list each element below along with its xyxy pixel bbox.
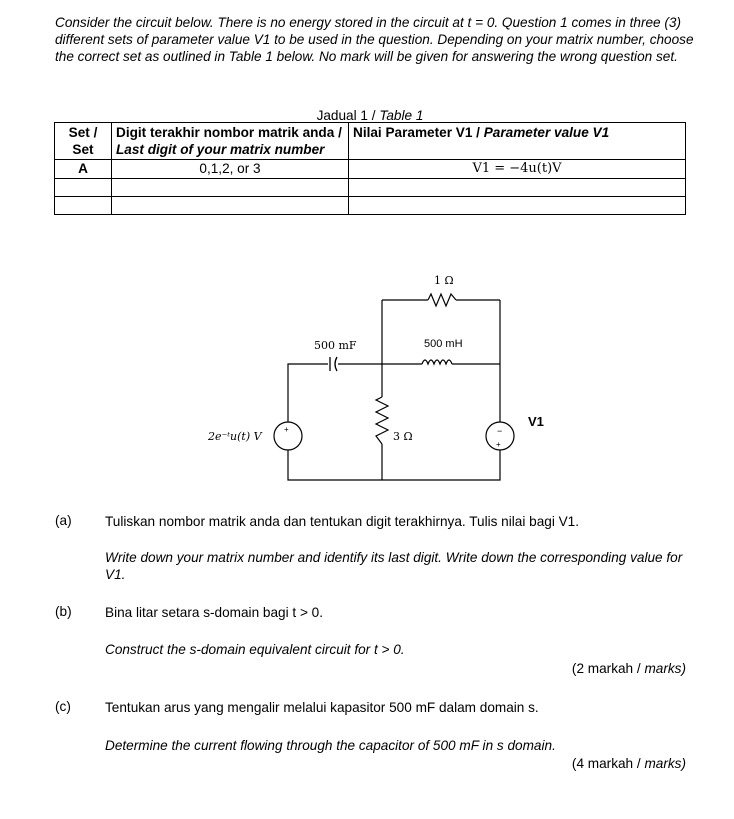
label-inductor: 500 mH (424, 338, 463, 350)
table-row-obscured (55, 179, 686, 197)
resistor-3ohm (376, 397, 388, 444)
question-a-ms: Tuliskan nombor matrik anda dan tentukan digit terakhirnya. Tulis nilai bagi V1. (105, 514, 580, 529)
table-header-row (55, 123, 686, 160)
question-b-label: (b) (55, 604, 72, 619)
cell-digits: 0,1,2, or 3 (112, 160, 349, 179)
intro-paragraph: Consider the circuit below. There is no energy stored in the circuit at t = 0. Question 1 comes in three (3) different sets of parameter value V1 to be used in the question. Depending on your matrix number, choose the correct set as outlined in Table 1 below. No mark will be given for answering the wrong question set. (55, 15, 694, 64)
question-b-marks: (2 markah / marks) (571, 661, 686, 676)
header-digit: Digit terakhir nombor matrik anda / Last digit of your matrix number (112, 123, 349, 160)
table-caption-ms: Jadual 1 / (316, 108, 376, 123)
question-c-label: (c) (55, 699, 71, 714)
cell-set: A (55, 160, 112, 179)
label-source-v1: V1 (528, 414, 544, 429)
cell-value: V1 = −4u(t)V (349, 160, 686, 179)
question-c-en: Determine the current flowing through the capacitor of 500 mF in s domain. (105, 738, 556, 753)
question-c-marks: (4 markah / marks) (571, 756, 686, 771)
label-r-mid: 3 Ω (393, 430, 413, 443)
capacitor (328, 357, 338, 371)
parameter-table (54, 122, 686, 215)
inductor (382, 356, 500, 370)
label-capacitor: 500 mF (314, 339, 357, 352)
question-a-label: (a) (55, 513, 72, 528)
question-a-en: Write down your matrix number and identify its last digit. Write down the corresponding value for V1. (105, 550, 683, 582)
label-r-top: 1 Ω (434, 274, 454, 287)
plus-sign-right: + (496, 440, 501, 449)
question-b-en: Construct the s-domain equivalent circuit for t > 0. (105, 642, 405, 657)
label-source-left: 2e⁻ᵗu(t) V (208, 430, 262, 443)
table-row-obscured (55, 197, 686, 215)
question-c-ms: Tentukan arus yang mengalir melalui kapasitor 500 mF dalam domain s. (105, 700, 539, 715)
header-set: Set / Set (55, 123, 112, 160)
minus-sign-right: − (497, 426, 503, 436)
resistor-1ohm (428, 294, 456, 306)
question-b-ms: Bina litar setara s-domain bagi t > 0. (105, 605, 323, 620)
wire-left-top (288, 364, 382, 422)
circuit-diagram (200, 262, 544, 494)
plus-sign-left: + (284, 425, 289, 434)
table-row (55, 160, 686, 179)
wire-bottom (288, 450, 500, 480)
table-caption-en: Table 1 (379, 108, 424, 123)
table-caption (54, 108, 686, 123)
header-value: Nilai Parameter V1 / Parameter value V1 (349, 123, 686, 160)
